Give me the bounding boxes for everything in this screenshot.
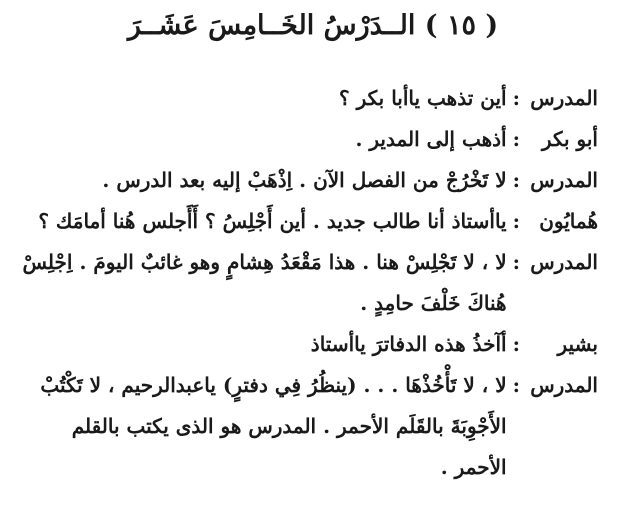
speech-text	[8, 78, 507, 119]
speech-line: هُناكَ خَلْفَ حامِدٍ .	[360, 291, 507, 315]
speaker-separator: :	[512, 209, 520, 233]
speech-line: لا تَخْرُجْ من الفصل الآن . اِذْهَبْ إليه بعد الدرس .	[102, 168, 507, 192]
dialogue-row	[8, 201, 598, 242]
speaker-separator: :	[512, 332, 520, 356]
speech-line: أآخذُ هذه الدفاترَ ياأستاذ	[310, 332, 507, 356]
speech-line: أين تذهب ياأبا بكر ؟	[339, 86, 507, 110]
dialogue-row	[8, 324, 598, 365]
speaker-separator: :	[512, 86, 520, 110]
dialogue	[8, 78, 598, 488]
speech-text	[8, 201, 507, 242]
speech-line: أذهب إلى المدير .	[355, 127, 507, 151]
dialogue-row	[8, 160, 598, 201]
speaker-separator: :	[512, 168, 520, 192]
speech-line: الأحمر .	[440, 455, 507, 479]
speaker-name: المدرس	[530, 373, 598, 397]
speaker-separator: :	[512, 250, 520, 274]
speaker-name: المدرس	[530, 86, 598, 110]
speaker-name: بشير	[557, 332, 598, 356]
speaker-name: المدرس	[530, 168, 598, 192]
speaker-name: أبو بكر	[541, 127, 598, 151]
speech-text	[8, 365, 507, 488]
dialogue-row	[8, 365, 598, 488]
speaker-name: المدرس	[530, 250, 598, 274]
speech-text	[8, 242, 507, 324]
speaker-separator: :	[512, 127, 520, 151]
speech-line: لا ، لا تَأْخُذْهَا . . . (ينظُرُ فِي دفترٍ) ياعبدالرحيم ، لا تَكْتُبْ	[40, 373, 507, 397]
dialogue-row	[8, 242, 598, 324]
speaker-separator: :	[512, 373, 520, 397]
speech-line: ياأستاذ أنا طالب جديد . أين أَجْلِسُ ؟ أَأَجلس هُنا أمامَك ؟	[38, 209, 507, 233]
speech-text	[8, 119, 507, 160]
speech-text	[8, 324, 507, 365]
speaker-name: هُمايُون	[539, 209, 598, 233]
speech-line: لا ، لا تَجْلِسْ هنا . هذا مَقْعَدُ هِشامٍ وهو غائبٌ اليومَ . اِجْلِسْ	[22, 250, 507, 274]
lesson-title: ( ١٥ ) الــدَرْسُ الخَــامِسَ عَشَــرَ	[127, 10, 499, 41]
dialogue-row	[8, 119, 598, 160]
dialogue-row	[8, 78, 598, 119]
speech-line: الأَجْوِبَةَ بالقَلَم الأحمر . المدرس هو الذى يكتب بالقلم	[71, 414, 507, 438]
speech-text	[8, 160, 507, 201]
